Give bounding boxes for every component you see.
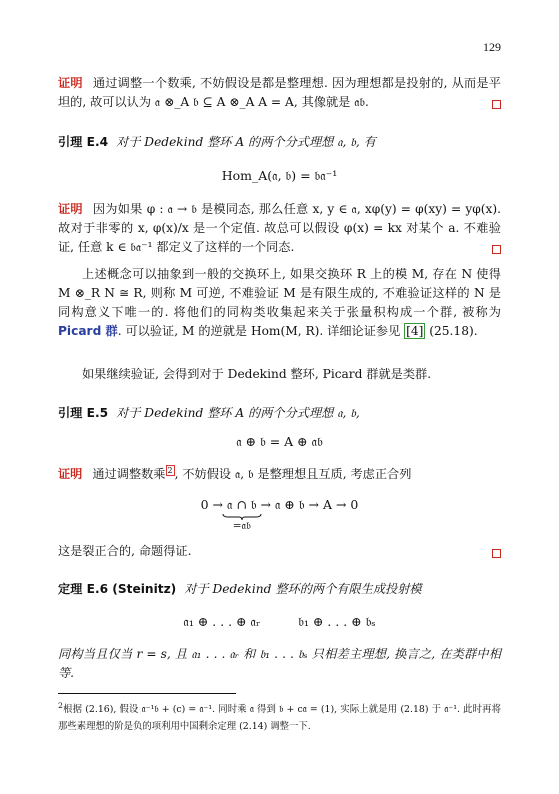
footnote-number: 2	[58, 701, 63, 710]
lemma-label: 引理 E.4	[58, 135, 109, 149]
lemma-e4	[58, 133, 501, 152]
paragraph-picard	[58, 265, 501, 341]
picard-group-term: Picard 群	[58, 324, 118, 338]
theorem-conclusion: 同构当且仅当 r = s, 且 𝔞₁ . . . 𝔞ᵣ 和 𝔟₁ . . . 𝔟ₛ 只相差主理想, 换言之, 在类群中相等.	[58, 647, 501, 680]
citation-link[interactable]: [4]	[406, 324, 424, 338]
qed-box-icon	[492, 549, 501, 558]
proof-2	[58, 200, 501, 257]
proof-label: 证明	[58, 76, 83, 90]
paragraph-class-group: 如果继续验证, 会得到对于 Dedekind 整环, Picard 群就是类群.	[82, 367, 432, 381]
exact-sequence	[58, 497, 501, 532]
proof-text: 通过调整一个数乘, 不妨假设是都是整理想. 因为理想都是投射的, 从而是平坦的, 故可以认为 𝔞 ⊗_A 𝔟 ⊆ A ⊗_A A = A, 其像就是 𝔞𝔟.	[58, 76, 501, 109]
modules-equation	[58, 614, 501, 630]
footnote-rule	[58, 693, 236, 694]
lemma-label: 引理 E.5	[58, 406, 109, 420]
footnote-text: 根据 (2.16), 假设 𝔞⁻¹𝔟 + (c) = 𝔞⁻¹. 同时乘 𝔞 得到 𝔟 + c𝔞 = (1), 实际上就是用 (2.18) 于 𝔞⁻¹. 此时再将那些素理想的阶是负的项利用中国剩余定理 (2.14) 调整一下.	[58, 704, 501, 733]
paragraph-text-after: . 可以验证, M 的逆就是 Hom(M, R). 详细论证参见	[117, 324, 401, 338]
footnote-marker[interactable]: 2	[167, 465, 173, 475]
lemma-statement: 对于 Dedekind 整环 A 的两个分式理想 𝔞, 𝔟,	[116, 406, 360, 420]
theorem-e6	[58, 580, 501, 599]
qed-box-icon	[492, 245, 501, 254]
theorem-statement: 对于 Dedekind 整环的两个有限生成投射模	[184, 582, 422, 596]
reference-tail: (25.18).	[429, 324, 478, 338]
theorem-label: 定理 E.6 (Steinitz)	[58, 582, 177, 596]
seq-right: → 𝔞 ⊕ 𝔟 → A → 0	[260, 497, 359, 512]
proof-text: 因为如果 φ : 𝔞 → 𝔟 是模同态, 那么任意 x, y ∈ 𝔞, xφ(y) = φ(xy) = yφ(x). 故对于非零的 x, φ(x)/x 是一个定值. 故总可以假设 φ(x) = kx 对某个 a. 不难验证, 任意 k ∈ 𝔟𝔞⁻¹ 都定义了这样的一个同态.	[58, 202, 502, 254]
proof-label: 证明	[58, 467, 83, 481]
equation-hom: Hom_A(𝔞, 𝔟) = 𝔟𝔞⁻¹	[221, 168, 338, 183]
lemma-e5	[58, 404, 501, 423]
lemma-statement: 对于 Dedekind 整环 A 的两个分式理想 𝔞, 𝔟, 有	[116, 135, 376, 149]
footnote	[58, 697, 501, 735]
seq-left: 0 →	[200, 497, 224, 512]
page-number: 129	[483, 40, 501, 54]
underbrace-label: =𝔞𝔟	[232, 520, 251, 532]
proof-3-conclusion	[58, 542, 501, 561]
conclusion-text: 这是裂正合的, 命题得证.	[58, 544, 192, 558]
module-right: 𝔟₁ ⊕ . . . ⊕ 𝔟ₛ	[298, 614, 376, 629]
proof-text-after: , 不妨假设 𝔞, 𝔟 是整理想且互质, 考虑正合列	[174, 467, 412, 481]
seq-brace-content: 𝔞 ∩ 𝔟	[227, 497, 257, 512]
underbrace-group	[227, 497, 257, 532]
proof-1	[58, 74, 501, 112]
equation-direct-sum: 𝔞 ⊕ 𝔟 = A ⊕ 𝔞𝔟	[236, 434, 323, 449]
qed-box-icon	[492, 100, 501, 109]
module-left: 𝔞₁ ⊕ . . . ⊕ 𝔞ᵣ	[183, 614, 261, 629]
proof-text: 通过调整数乘	[92, 467, 166, 481]
proof-label: 证明	[58, 202, 83, 216]
paragraph-text: 上述概念可以抽象到一般的交换环上, 如果交换环 R 上的模 M, 存在 N 使得 M ⊗_R N ≅ R, 则称 M 可逆, 不难验证 M 是有限生成的, 不难验证这样的 N 是同构意义下唯一的. 将他们的同构类收集起来关于张量积构成一个群, 被称为	[58, 267, 501, 319]
proof-3	[58, 465, 501, 484]
